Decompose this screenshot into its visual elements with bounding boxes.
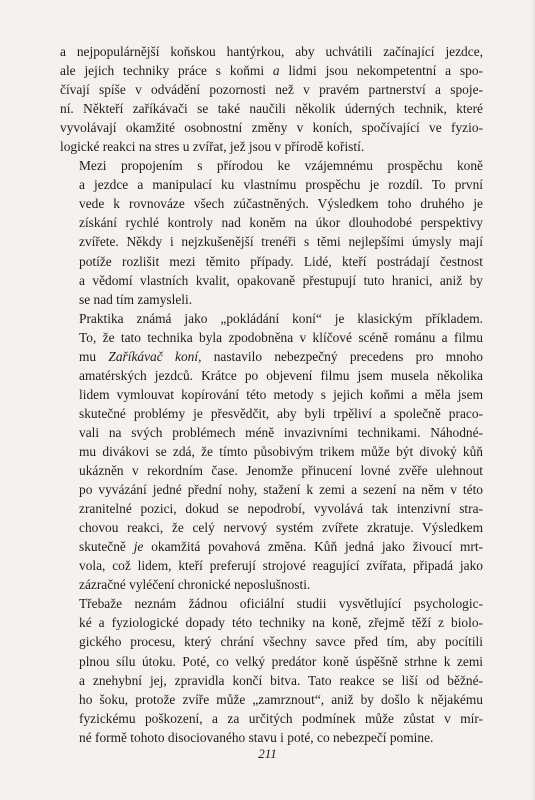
text-line: po vyvázání jedné přední nohy, stažení k zemi a sezení na něm v této: [79, 482, 483, 498]
text-line: plnou sílu útoku. Poté, co velký predátor koně úspěšně strhne k zemi: [79, 653, 483, 669]
text-line: ale jejich techniky práce s koňmi a lidmi jsou nekompetentní a spo-: [60, 63, 483, 79]
text-line: vola, což lidem, kteří preferují strojové reagující zvířata, připadá jako: [79, 558, 483, 574]
text-line: Třebaže neznám žádnou oficiální studii vysvětlující psychologic-: [79, 596, 483, 612]
text-line: zázračné vyléčení chronické neposlušnosti.: [79, 577, 311, 593]
text-line: Mezi propojením s přírodou ke vzájemnému prospěchu koně: [79, 158, 483, 174]
text-line: se nad tím zamysleli.: [79, 291, 193, 307]
text-line: a jezdce a manipulací ku vlastnímu prospěchu je rozdíl. To první: [79, 177, 483, 193]
paragraph: [60, 309, 483, 595]
paragraph: [60, 594, 483, 746]
paragraph: [60, 42, 483, 156]
text-line: chovou reakci, že celý nervový systém zvířete zkratuje. Výsledkem: [79, 520, 483, 536]
text-line: a znehybní jej, zpravidla končí bitva. Tato reakce se liší od běžné-: [79, 672, 483, 688]
text-line: vede k rovnováze všech zúčastněných. Výsledkem toho druhého je: [79, 196, 483, 212]
text-line: skutečně je okamžitá povahová změna. Kůň jedná jako živoucí mrt-: [79, 539, 483, 555]
text-line: ho šoku, protože zvíře může „zamrznout“, aniž by došlo k nějakému: [79, 691, 483, 707]
text-line: a vědomí vlastních kvalit, opakovaně přestupují tuto hranici, aniž by: [79, 272, 483, 288]
text-line: zranitelné pozici, dokud se nepodrobí, vyvolává tak intenzivní stra-: [79, 501, 483, 517]
text-line: zvířete. Někdy i nejzkušenější trenéři s těmi nejlepšími úmysly mají: [79, 234, 483, 250]
text-line: logické reakci na stres u zvířat, jež jsou v přírodě kořistí.: [60, 139, 365, 155]
text-line: fyzickému poškození, a za určitých podmínek může zůstat v mír-: [79, 710, 483, 726]
text-line: vyvolávají okamžité osobnostní změny v koních, spočívající ve fyzio-: [60, 120, 483, 136]
text-line: skutečné problémy je přesvědčit, aby byli trpěliví a společně praco-: [79, 405, 483, 421]
text-line: To, že tato technika byla zpodobněna v klíčové scéně románu a filmu: [79, 329, 483, 345]
text-line: ké a fyziologické dopady této techniky na koně, zřejmě těží z biolo-: [79, 615, 483, 631]
text-line: ukázněn v rekordním čase. Jenomže přinucení lovné zvěře ulehnout: [79, 463, 483, 479]
text-line: mu divákovi se zdá, že tímto působivým trikem může být divoký kůň: [79, 443, 483, 459]
text-line: ní. Někteří zaříkávači se také naučili několik úderných technik, které: [60, 101, 483, 117]
text-line: lidem vymlouvat kopírování této metody s jejich koňmi a měla jsem: [79, 386, 483, 402]
text-line: potíže rozlišit mezi těmito případy. Lidé, kteří postrádají čestnost: [79, 253, 483, 269]
text-line: gického procesu, který chrání všechny savce před tím, aby pocítili: [79, 634, 483, 650]
text-line: čívají spíše v odvádění pozornosti než v pravém partnerství a spoje-: [60, 82, 483, 98]
text-line: získání rychlé kontroly nad koněm na úkor dlouhodobé perspektivy: [79, 215, 483, 231]
text-line: né formě tohoto disociovaného stavu i poté, co nebezpečí pomine.: [79, 729, 434, 745]
body-text: [60, 42, 483, 747]
paragraph: [60, 156, 483, 308]
text-line: Praktika známá jako „pokládání koní“ je klasickým příkladem.: [79, 310, 483, 326]
text-line: vali na svých problémech méně invazivními technikami. Náhodné-: [79, 424, 483, 440]
page-number: 211: [258, 746, 277, 761]
text-line: a nejpopulárnější koňskou hantýrkou, aby uchvátili začínající jezdce,: [60, 44, 483, 59]
text-line: mu Zaříkávač koní, nastavilo nebezpečný precedens pro mnoho: [79, 348, 483, 364]
text-line: amatérských jezdců. Krátce po objevení filmu jsem musela několika: [79, 367, 483, 383]
page-edge-shadow: [531, 0, 535, 800]
